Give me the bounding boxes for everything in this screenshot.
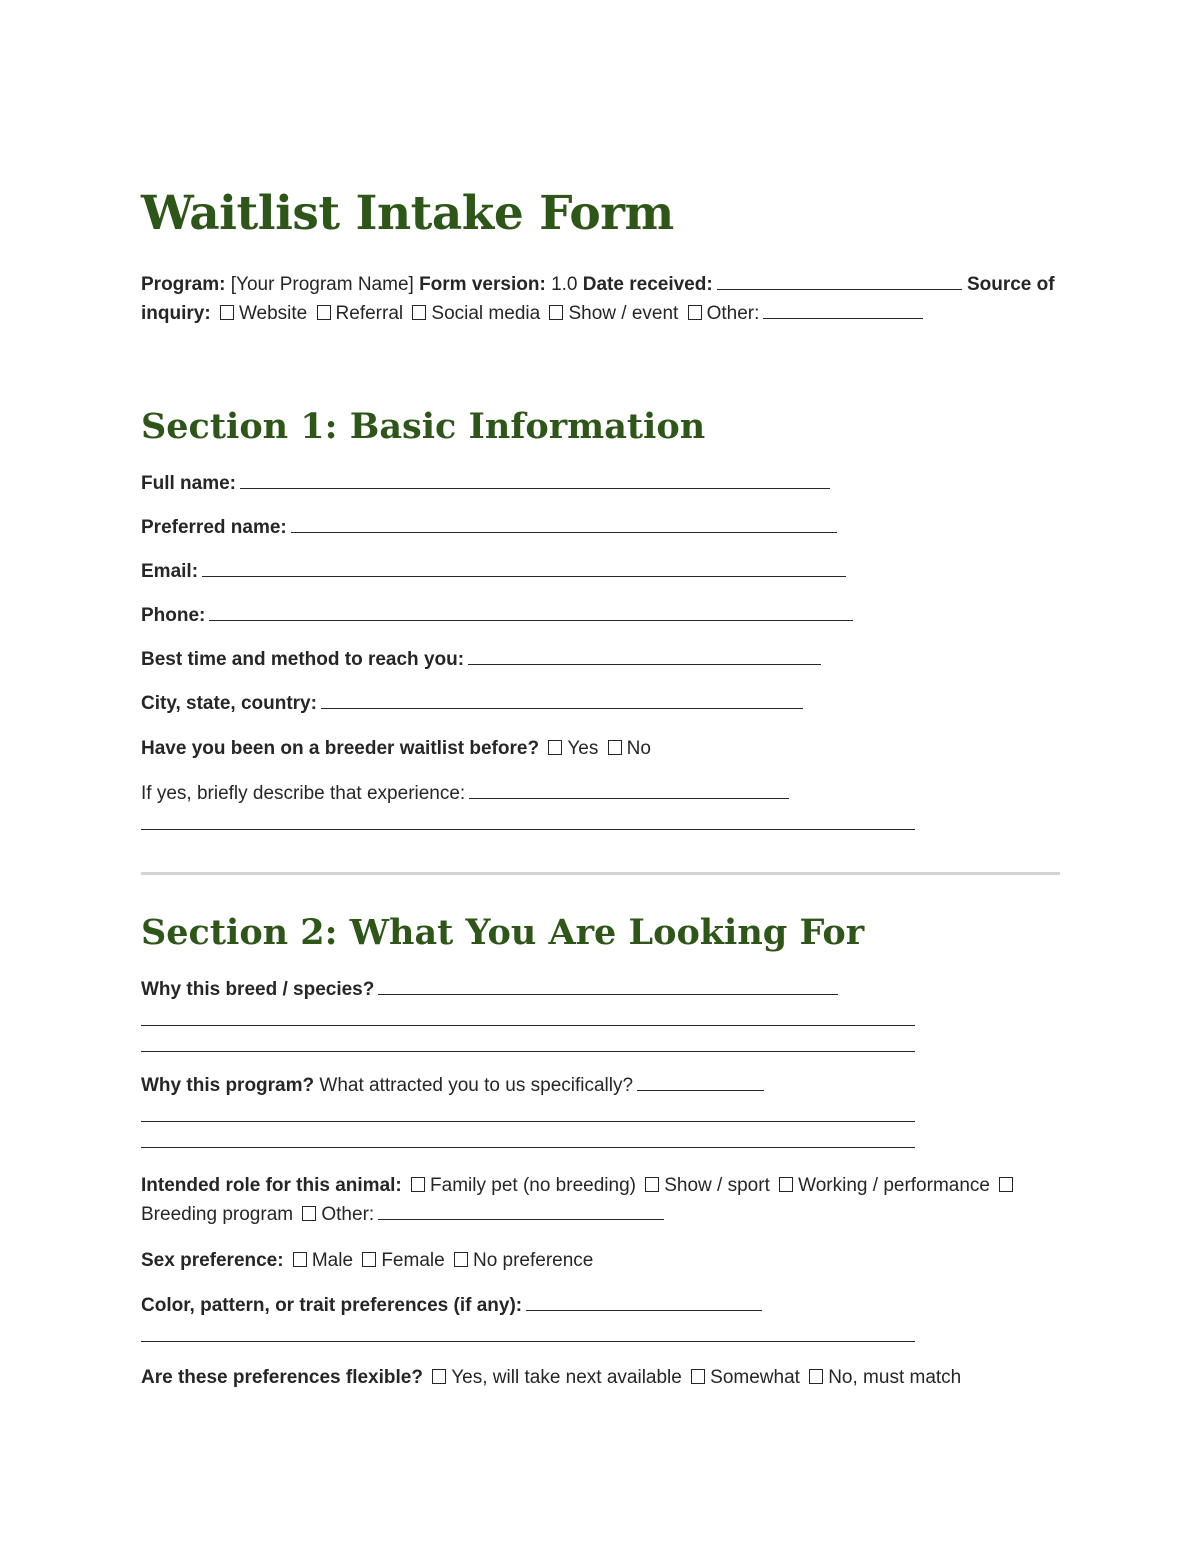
checkbox[interactable] (302, 1206, 316, 1221)
checkbox[interactable] (809, 1369, 823, 1384)
role-option: Other: (321, 1204, 375, 1225)
checkbox[interactable] (608, 740, 622, 755)
email-row (141, 558, 846, 585)
describe-field[interactable] (469, 780, 789, 799)
section-2-heading: Section 2: What You Are Looking For (141, 912, 865, 953)
city-field[interactable] (321, 690, 803, 709)
version-label: Form version: (419, 274, 546, 295)
checkbox[interactable] (412, 305, 426, 320)
city-label: City, state, country: (141, 693, 317, 714)
role-label: Intended role for this animal: (141, 1175, 402, 1196)
sex-option: Male (311, 1250, 354, 1271)
checkbox[interactable] (454, 1252, 468, 1267)
checkbox[interactable] (779, 1177, 793, 1192)
role-option: Family pet (no breeding) (430, 1175, 636, 1196)
color-label: Color, pattern, or trait preferences (if any): (141, 1295, 523, 1316)
why-breed-label: Why this breed / species? (141, 979, 375, 1000)
form-title: Waitlist Intake Form (141, 186, 674, 241)
preferred-name-field[interactable] (291, 514, 837, 533)
why-breed-field[interactable] (378, 976, 838, 995)
role-option: Show / sport (664, 1175, 770, 1196)
checkbox[interactable] (999, 1177, 1013, 1192)
form-meta (141, 270, 1061, 328)
preferred-name-label: Preferred name: (141, 517, 287, 538)
sex-row (141, 1248, 593, 1274)
version-value: 1.0 (551, 274, 578, 295)
best-time-row (141, 646, 821, 673)
describe-row (141, 780, 789, 807)
source-option: Referral (335, 303, 404, 324)
checkbox[interactable] (691, 1369, 705, 1384)
source-other-field[interactable] (763, 300, 923, 319)
color-field-line[interactable] (141, 1341, 915, 1342)
checkbox[interactable] (362, 1252, 376, 1267)
role-row (141, 1171, 1051, 1229)
section-1-heading: Section 1: Basic Information (141, 406, 706, 447)
waitlist-row (141, 736, 651, 762)
sex-label: Sex preference: (141, 1250, 284, 1271)
role-option: Working / performance (798, 1175, 990, 1196)
waitlist-question: Have you been on a breeder waitlist before? (141, 738, 540, 759)
checkbox[interactable] (317, 305, 331, 320)
why-program-field-line[interactable] (141, 1147, 915, 1148)
checkbox[interactable] (688, 305, 702, 320)
checkbox[interactable] (220, 305, 234, 320)
section-divider (141, 872, 1060, 875)
best-time-field[interactable] (468, 646, 821, 665)
describe-label: If yes, briefly describe that experience: (141, 783, 466, 804)
waitlist-no: No (626, 738, 651, 759)
city-row (141, 690, 803, 717)
role-other-field[interactable] (378, 1201, 664, 1220)
why-program-field[interactable] (637, 1072, 764, 1091)
checkbox[interactable] (411, 1177, 425, 1192)
email-field[interactable] (202, 558, 846, 577)
flex-option: No, must match (828, 1367, 962, 1388)
why-breed-field-line[interactable] (141, 1025, 915, 1026)
sex-option: Female (381, 1250, 445, 1271)
why-program-field-line[interactable] (141, 1121, 915, 1122)
phone-row (141, 602, 853, 629)
flex-row (141, 1365, 961, 1391)
role-option: Breeding program (141, 1204, 294, 1225)
phone-label: Phone: (141, 605, 206, 626)
waitlist-yes: Yes (567, 738, 599, 759)
flex-option: Somewhat (710, 1367, 800, 1388)
full-name-label: Full name: (141, 473, 237, 494)
why-program-label: Why this program? (141, 1075, 315, 1096)
phone-field[interactable] (209, 602, 853, 621)
source-option: Website (238, 303, 308, 324)
flex-label: Are these preferences flexible? (141, 1367, 423, 1388)
email-label: Email: (141, 561, 199, 582)
source-option: Other: (706, 303, 760, 324)
checkbox[interactable] (548, 740, 562, 755)
why-program-text: What attracted you to us specifically? (319, 1075, 634, 1096)
checkbox[interactable] (645, 1177, 659, 1192)
why-breed-field-line[interactable] (141, 1051, 915, 1052)
why-program-row (141, 1072, 764, 1099)
source-option: Social media (431, 303, 541, 324)
full-name-row (141, 470, 830, 497)
best-time-label: Best time and method to reach you: (141, 649, 465, 670)
describe-field-line[interactable] (141, 829, 915, 830)
source-option: Show / event (568, 303, 679, 324)
color-field[interactable] (526, 1292, 762, 1311)
checkbox[interactable] (432, 1369, 446, 1384)
checkbox[interactable] (549, 305, 563, 320)
sex-option: No preference (472, 1250, 594, 1271)
source-label: Source of inquiry: (141, 274, 1055, 324)
full-name-field[interactable] (240, 470, 830, 489)
preferred-name-row (141, 514, 837, 541)
flex-option: Yes, will take next available (451, 1367, 682, 1388)
program-value: [Your Program Name] (230, 274, 414, 295)
checkbox[interactable] (293, 1252, 307, 1267)
program-label: Program: (141, 274, 226, 295)
color-row (141, 1292, 762, 1319)
why-breed-row (141, 976, 838, 1003)
date-received-field[interactable] (717, 271, 962, 290)
date-label: Date received: (582, 274, 713, 295)
